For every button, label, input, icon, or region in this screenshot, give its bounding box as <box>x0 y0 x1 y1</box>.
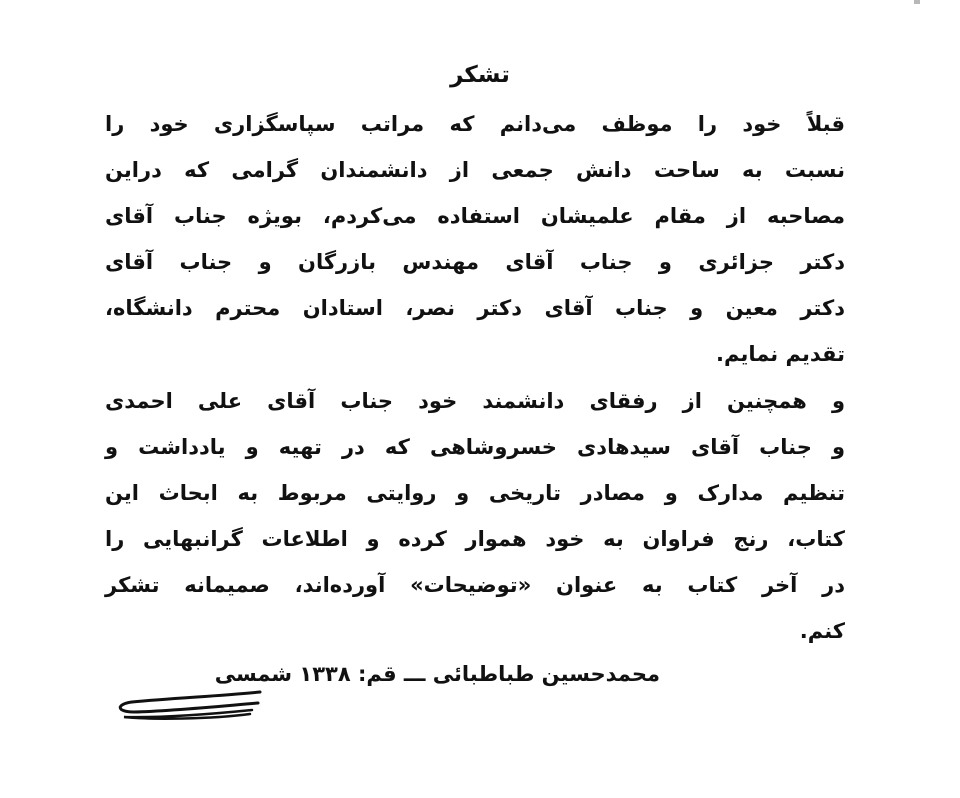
scan-corner-mark <box>914 0 920 4</box>
text-line: کتاب، رنج فراوان به خود هموار کرده و اطلاعات گرانبهایی را <box>105 527 845 551</box>
text-line: دکتر جزائری و جناب آقای مهندس بازرگان و جناب آقای <box>105 250 845 274</box>
signature-flourish <box>112 686 262 726</box>
text-line: و جناب آقای سیدهادی خسروشاهی که در تهیه و یادداشت و <box>105 435 845 459</box>
text-line: تقدیم نمایم. <box>716 342 845 366</box>
text-line: دکتر معین و جناب آقای دکتر نصر، استادان محترم دانشگاه، <box>105 296 845 320</box>
text-line: نسبت به ساحت دانش جمعی از دانشمندان گرامی که دراین <box>105 158 845 182</box>
text-line: مصاحبه از مقام علمیشان استفاده می‌کردم، بویژه جناب آقای <box>105 204 845 228</box>
text-line: کنم. <box>799 619 845 643</box>
page-title: تشکر <box>450 62 510 88</box>
text-line: در آخر کتاب به عنوان «توضیحات» آورده‌اند، صمیمانه تشکر <box>105 573 845 597</box>
paragraph-acknowledgement-2 <box>105 378 845 654</box>
signature-line: محمدحسین طباطبائی ـــ قم: ۱۳۳۸ شمسی <box>214 662 660 686</box>
text-line: و همچنین از رفقای دانشمند خود جناب آقای علی احمدی <box>105 389 845 413</box>
paragraph-acknowledgement-1 <box>105 101 845 377</box>
text-line: قبلاً خود را موظف می‌دانم که مراتب سپاسگزاری خود را <box>105 112 845 136</box>
text-line: تنظیم مدارک و مصادر تاریخی و روایتی مربوط به ابحاث این <box>105 481 845 505</box>
